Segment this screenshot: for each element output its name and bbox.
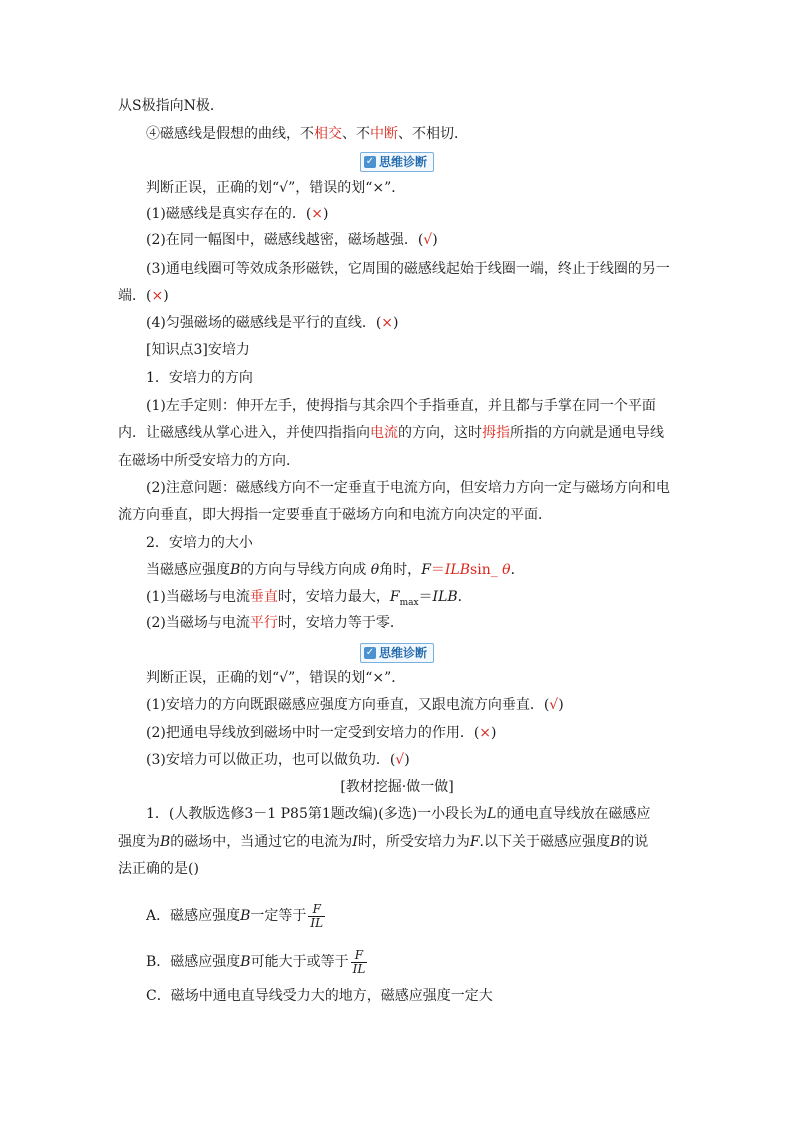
subsection-heading: 2．安培力的大小 xyxy=(146,535,253,551)
text-line: (1)磁感线是真实存在的．(×) xyxy=(146,206,329,222)
text-line: (4)匀强磁场的磁感线是平行的直线．(×) xyxy=(146,315,399,331)
option-b: B．磁感应强度B可能大于或等于 $\frac{F}{IL}$ xyxy=(146,947,366,976)
text-line: 端．(×) xyxy=(118,288,169,304)
text-line: 判断正误，正确的划“√”，错误的划“×”． xyxy=(146,180,406,196)
text-line: (2)注意问题：磁感线方向不一定垂直于电流方向，但安培力方向一定与磁场方向和电 xyxy=(146,480,670,496)
text-line: 从S极指向N极． xyxy=(118,98,224,114)
option-c: C．磁场中通电直导线受力大的地方，磁感应强度一定大 xyxy=(146,988,493,1004)
text-line: (1)当磁场与电流垂直时，安培力最大，$F_{max}=ILB$． xyxy=(146,589,472,608)
section-badge: ✓ 思维诊断 xyxy=(0,150,794,172)
text-line: (1)左手定则：伸开左手，使拇指与其余四个手指垂直，并且都与手掌在同一个平面 xyxy=(146,398,656,414)
text-line: (2)在同一幅图中，磁感线越密，磁场越强．(√) xyxy=(146,232,438,248)
text-line: ④磁感线是假想的曲线，不相交、不中断、不相切． xyxy=(146,126,468,142)
check-icon: ✓ xyxy=(365,156,375,167)
section-heading: [教材挖掘·做一做] xyxy=(340,779,454,795)
fraction: $\frac{F}{IL}$ xyxy=(352,947,366,976)
text-line: 内．让磁感线从掌心进入，并使四指指向电流的方向，这时拇指所指的方向就是通电导线 xyxy=(118,425,664,441)
question-line: 1．(人教版选修3－1 P85第1题改编)(多选)一小段长为L的通电直导线放在磁感应 xyxy=(146,806,651,822)
subsection-heading: 1．安培力的方向 xyxy=(146,370,253,386)
section-badge: ✓ 思维诊断 xyxy=(0,641,794,663)
fraction: $\frac{F}{IL}$ xyxy=(310,901,324,930)
text-line: 流方向垂直，即大拇指一定要垂直于磁场方向和电流方向决定的平面． xyxy=(118,507,552,523)
text-line: (2)把通电导线放到磁场中时一定受到安培力的作用．(×) xyxy=(146,725,497,741)
text-line: 判断正误，正确的划“√”，错误的划“×”． xyxy=(146,670,406,686)
text-line: (2)当磁场与电流平行时，安培力等于零． xyxy=(146,615,404,631)
check-icon: ✓ xyxy=(365,647,375,658)
option-a: A．磁感应强度B一定等于 $\frac{F}{IL}$ xyxy=(146,901,324,930)
text-line: (3)通电线圈可等效成条形磁铁，它周围的磁感线起始于线圈一端，终止于线圈的另一 xyxy=(146,261,670,277)
text-line: 当磁感应强度B的方向与导线方向成 θ角时，F＝ILBsin_ θ． xyxy=(146,562,525,578)
question-line: 法正确的是() xyxy=(118,861,199,877)
text-line: (3)安培力可以做正功，也可以做负功．(√) xyxy=(146,752,410,768)
text-line: 在磁场中所受安培力的方向． xyxy=(118,453,300,469)
text-line: (1)安培力的方向既跟磁感应强度方向垂直，又跟电流方向垂直．(√) xyxy=(146,697,564,713)
section-heading: [知识点3]安培力 xyxy=(146,342,250,358)
question-line: 强度为B的磁场中，当通过它的电流为I时，所受安培力为F.以下关于磁感应强度B的说 xyxy=(118,834,649,850)
